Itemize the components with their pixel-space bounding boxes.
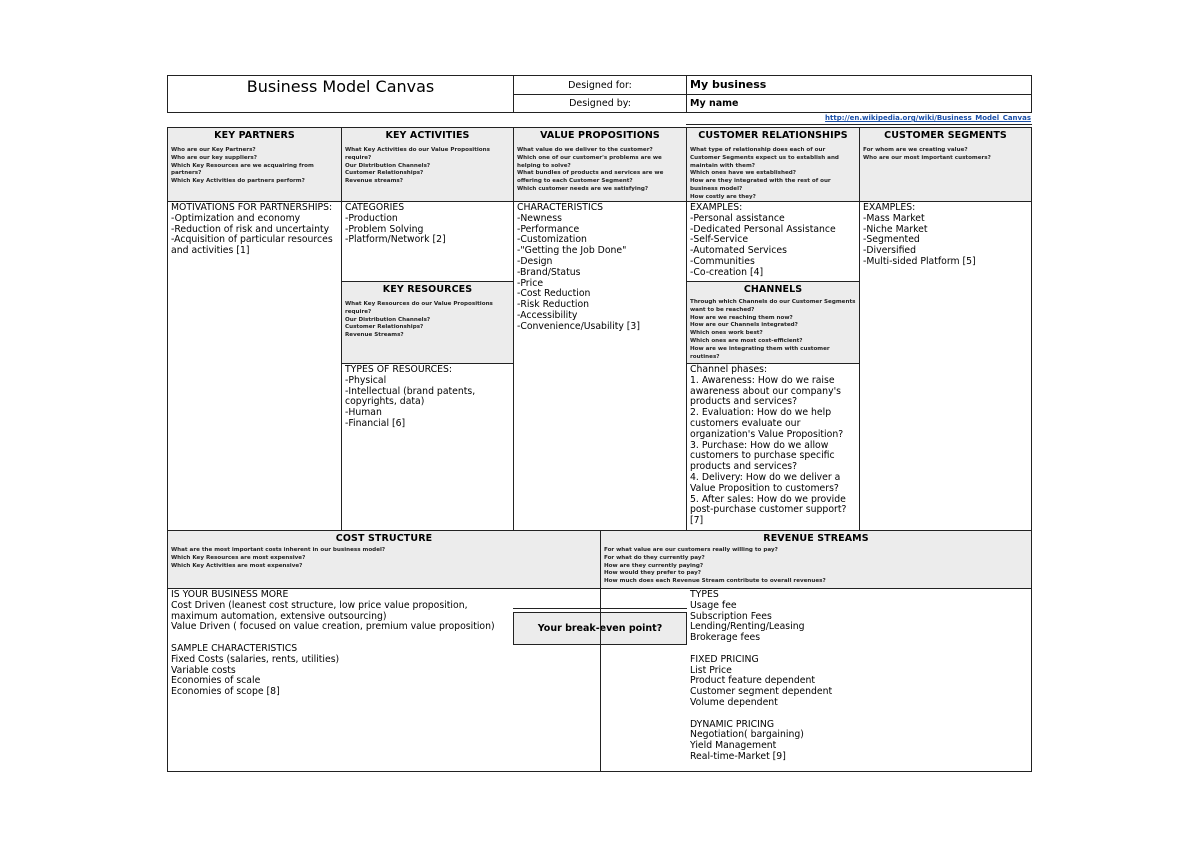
customer-segments-text: EXAMPLES: -Mass Market -Niche Market -Segmented -Diversified -Multi-sided Platform [5]: [863, 202, 976, 267]
key-resources-questions: What Key Resources do our Value Propositions require? Our Distribution Channels? Customer Relationships? Revenue Streams?: [345, 301, 493, 339]
revenue-streams-text: TYPES Usage fee Subscription Fees Lending/Renting/Leasing Brokerage fees FIXED PRICING List Price Product feature dependent Customer segment dependent Volume dependent DYNAMIC PRICING Negotiation( bargaining) Yield Management Real-time-Market [9]: [690, 589, 833, 762]
header-title-cell: [167, 75, 514, 113]
key-partners-text: MOTIVATIONS FOR PARTNERSHIPS: -Optimization and economy -Reduction of risk and uncertainty -Acquisition of particular resources and activities [1]: [171, 202, 333, 257]
customer-relationships-header: [686, 127, 860, 202]
designed-by-value[interactable]: My name: [690, 98, 739, 109]
cost-structure-title: COST STRUCTURE: [335, 533, 433, 544]
designed-by-label: Designed by:: [569, 98, 631, 109]
channels-header: [686, 281, 860, 364]
key-partners-title: KEY PARTNERS: [214, 130, 295, 141]
designed-for-value[interactable]: My business: [690, 78, 767, 91]
canvas-title: Business Model Canvas: [246, 77, 435, 96]
designed-for-label-cell: [513, 75, 687, 95]
value-propositions-text: CHARACTERISTICS -Newness -Performance -Customization -"Getting the Job Done" -Design -Brand/Status -Price -Cost Reduction -Risk Reduction -Accessibility -Convenience/Usability [3]: [517, 202, 640, 332]
channels-questions: Through which Channels do our Customer Segments want to be reached? How are we reaching them now? How are our Channels integrated? Which ones work best? Which ones are most cost-efficient? How are we integrating them with customer routines?: [690, 299, 856, 360]
designed-for-value-cell[interactable]: [686, 75, 1032, 95]
customer-segments-header: [859, 127, 1032, 202]
designed-by-value-cell[interactable]: [686, 94, 1032, 113]
cost-structure-text: IS YOUR BUSINESS MORE Cost Driven (leanest cost structure, low price value proposition, maximum automation, extensive outsourcing) Value Driven ( focused on value creation, premium value proposition) SAMPLE CHARACTERISTICS Fixed Costs (salaries, rents, utilities) Variable costs Economies of scale Economies of scope [8]: [171, 589, 495, 698]
value-propositions-header: [513, 127, 687, 202]
value-propositions-title: VALUE PROPOSITIONS: [540, 130, 660, 141]
key-partners-body[interactable]: [167, 201, 342, 531]
key-activities-body[interactable]: [341, 201, 514, 282]
key-partners-questions: Who are our Key Partners? Who are our key suppliers? Which Key Resources are we acquairing from partners? Which Key Activities do partners perform?: [171, 147, 314, 185]
channels-body[interactable]: [686, 363, 860, 531]
revenue-streams-title: REVENUE STREAMS: [763, 533, 869, 544]
customer-relationships-title: CUSTOMER RELATIONSHIPS: [698, 130, 848, 141]
key-partners-header: [167, 127, 342, 202]
channels-text: Channel phases: 1. Awareness: How do we raise awareness about our company's products and services? 2. Evaluation: How do we help customers evaluate our organization's Value Proposition? 3. Purchase: How do we allow customers to purchase specific products and services? 4. Delivery: How do we deliver a Value Proposition to customers? 5. After sales: How do we provide post-purchase customer support? [7]: [690, 364, 847, 527]
channels-title: CHANNELS: [743, 284, 803, 295]
key-activities-title: KEY ACTIVITIES: [385, 130, 470, 141]
break-even-label: Your break-even point?: [537, 623, 663, 634]
customer-relationships-text: EXAMPLES: -Personal assistance -Dedicated Personal Assistance -Self-Service -Automated Services -Communities -Co-creation [4]: [690, 202, 836, 278]
designed-for-label: Designed for:: [568, 80, 632, 91]
customer-relationships-body[interactable]: [686, 201, 860, 282]
revenue-streams-questions: For what value are our customers really willing to pay? For what do they currently pay? How are they currently paying? How would they prefer to pay? How much does each Revenue Stream contribute to overall revenues?: [604, 547, 826, 585]
cost-structure-header: [167, 530, 601, 589]
key-activities-questions: What Key Activities do our Value Propositions require? Our Distribution Channels? Customer Relationships? Revenue streams?: [345, 147, 490, 185]
key-resources-body[interactable]: [341, 363, 514, 531]
wiki-link[interactable]: http://en.wikipedia.org/wiki/Business_Model_Canvas: [825, 114, 1031, 122]
key-resources-header: [341, 281, 514, 364]
customer-relationships-questions: What type of relationship does each of our Customer Segments expect us to establish and maintain with them? Which ones have we established? How are they integrated with the rest of our business model? How costly are they?: [690, 147, 839, 200]
revenue-streams-body[interactable]: [600, 588, 1032, 772]
revenue-streams-header: [600, 530, 1032, 589]
customer-segments-title: CUSTOMER SEGMENTS: [884, 130, 1007, 141]
key-activities-text: CATEGORIES -Production -Problem Solving -Platform/Network [2]: [345, 202, 446, 246]
customer-segments-body[interactable]: [859, 201, 1032, 531]
key-resources-title: KEY RESOURCES: [382, 284, 473, 295]
designed-by-label-cell: [513, 94, 687, 113]
cost-structure-questions: What are the most important costs inherent in our business model? Which Key Resources are most expensive? Which Key Activities are most expensive?: [171, 547, 386, 569]
key-resources-text: TYPES OF RESOURCES: -Physical -Intellectual (brand patents, copyrights, data) -Human -Financial [6]: [345, 364, 476, 429]
value-propositions-body[interactable]: [513, 201, 687, 531]
wiki-link-row: [686, 112, 1032, 125]
customer-segments-questions: For whom are we creating value? Who are our most important customers?: [863, 147, 991, 161]
key-activities-header: [341, 127, 514, 202]
value-propositions-questions: What value do we deliver to the customer? Which one of our customer's problems are we helping to solve? What bundles of products and services are we offering to each Customer Segment? Which customer needs are we satisfying?: [517, 147, 664, 192]
